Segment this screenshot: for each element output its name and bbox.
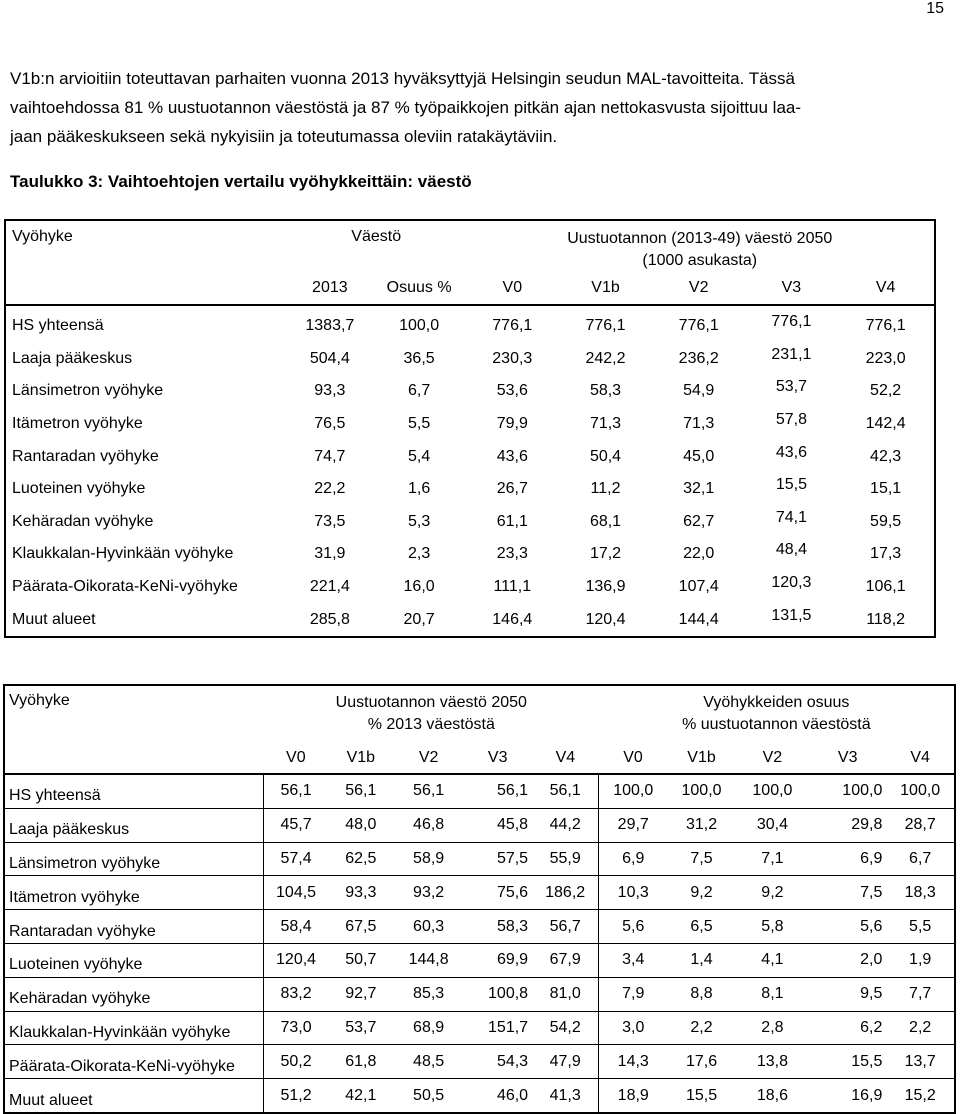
table-row: [5, 506, 935, 539]
value-cell: 22,2: [314, 480, 346, 498]
value-cell: 93,3: [328, 876, 394, 910]
value-cell: 14,3: [599, 1045, 668, 1079]
value-cell: 50,5: [394, 1079, 463, 1113]
value-cell: 136,9: [585, 578, 626, 596]
value-cell: 50,7: [328, 943, 394, 977]
table-row: [4, 910, 955, 944]
value-text: 776,1: [771, 313, 812, 331]
table-caption: Taulukko 3: Vaihtoehtojen vertailu vyöhykkeittäin: väestö: [10, 172, 472, 191]
value-cell: 75,6: [463, 876, 532, 910]
value-cell: 58,3: [589, 382, 622, 400]
value-cell: 56,1: [264, 774, 328, 808]
intro-paragraph: [10, 64, 945, 151]
value-cell: 85,3: [394, 977, 463, 1011]
value-cell: 100,0: [667, 774, 736, 808]
value-cell: 100,0: [399, 317, 440, 335]
population-table: [4, 219, 936, 638]
value-cell: 13,8: [736, 1045, 809, 1079]
value-cell: 8,8: [667, 977, 736, 1011]
value-cell: 71,3: [683, 415, 715, 433]
value-cell: 285,8: [309, 610, 350, 628]
value-cell: 2,2: [667, 1011, 736, 1045]
value-cell: 31,2: [667, 808, 736, 842]
value-cell: 53,7: [328, 1011, 394, 1045]
subheader-v1b: V1b: [346, 748, 376, 766]
value-cell: 92,7: [328, 977, 394, 1011]
value-cell: 56,1: [394, 774, 463, 808]
column-header-zone-share: [599, 685, 955, 742]
value-cell: 111,1: [493, 578, 532, 596]
table-row: [4, 977, 955, 1011]
value-cell: [746, 440, 838, 473]
value-cell: 13,7: [886, 1045, 955, 1079]
value-cell: 46,8: [394, 808, 463, 842]
value-text: 74,1: [775, 508, 807, 526]
value-cell: 17,3: [870, 545, 902, 563]
value-cell: 2,3: [407, 545, 431, 563]
table-row: [4, 943, 955, 977]
value-cell: 79,9: [496, 415, 528, 433]
table-row: [5, 571, 935, 604]
value-cell: 42,1: [328, 1079, 394, 1113]
value-cell: 186,2: [532, 876, 599, 910]
value-cell: 61,8: [328, 1045, 394, 1079]
value-cell: 1383,7: [305, 317, 355, 335]
value-cell: 18,9: [599, 1079, 668, 1113]
value-cell: 42,3: [870, 447, 902, 465]
value-cell: 104,5: [264, 876, 328, 910]
value-cell: 7,9: [599, 977, 668, 1011]
zone-name-cell: [4, 808, 264, 842]
value-cell: 230,3: [492, 349, 533, 367]
zone-name-cell: Klaukkalan-Hyvinkään vyöhyke: [12, 545, 234, 563]
value-cell: 83,2: [264, 977, 328, 1011]
zone-name-cell: [4, 910, 264, 944]
header-line: % 2013 väestöstä: [367, 716, 495, 733]
value-cell: 6,9: [809, 842, 886, 876]
value-cell: 57,5: [463, 842, 532, 876]
value-cell: 67,9: [532, 943, 599, 977]
value-cell: 10,3: [599, 876, 668, 910]
value-text: 48,4: [775, 541, 807, 559]
value-cell: 18,6: [736, 1079, 809, 1113]
zone-name-text: Itämetron vyöhyke: [9, 888, 140, 906]
value-cell: 51,2: [264, 1079, 328, 1113]
value-cell: 48,5: [394, 1045, 463, 1079]
subheader-v3: V3: [487, 748, 508, 766]
value-cell: 93,2: [394, 876, 463, 910]
zone-name-text: Rantaradan vyöhyke: [9, 922, 156, 940]
value-cell: 29,7: [599, 808, 668, 842]
value-cell: 28,7: [886, 808, 955, 842]
value-cell: 100,8: [463, 977, 532, 1011]
table-row: [5, 343, 935, 376]
value-cell: 3,0: [599, 1011, 668, 1045]
value-cell: [746, 305, 838, 343]
value-cell: 6,7: [886, 842, 955, 876]
zone-name-cell: Kehäradan vyöhyke: [12, 512, 154, 530]
value-cell: 56,1: [463, 774, 532, 808]
zone-name-text: HS yhteensä: [9, 787, 101, 805]
table-row: [5, 603, 935, 637]
value-cell: 58,4: [264, 910, 328, 944]
value-cell: 106,1: [865, 578, 906, 596]
paragraph-line: vaihtoehdossa 81 % uustuotannon väestöstä ja 87 % työpaikkojen pitkän ajan nettokasvusta sijoittuu laa-: [10, 98, 802, 117]
table-header-row: [4, 685, 955, 742]
value-cell: 120,4: [585, 610, 626, 628]
value-cell: 36,5: [403, 349, 435, 367]
value-cell: 52,2: [870, 382, 902, 400]
column-header-zone: Vyöhyke: [9, 692, 70, 709]
value-cell: 59,5: [870, 512, 902, 530]
value-cell: 5,8: [736, 910, 809, 944]
value-cell: 9,2: [667, 876, 736, 910]
value-cell: [746, 375, 838, 408]
header-line: Uustuotannon (2013-49) väestö 2050: [567, 230, 833, 247]
value-cell: [746, 571, 838, 604]
table-row: [5, 440, 935, 473]
value-cell: 55,9: [532, 842, 599, 876]
value-cell: 74,7: [314, 447, 346, 465]
zone-name-cell: [4, 977, 264, 1011]
value-cell: 151,7: [463, 1011, 532, 1045]
value-cell: 776,1: [492, 317, 533, 335]
value-cell: 242,2: [585, 349, 626, 367]
value-cell: 53,6: [496, 382, 528, 400]
value-cell: 1,9: [886, 943, 955, 977]
value-cell: 61,1: [496, 512, 528, 530]
subheader-v0: V0: [502, 279, 523, 296]
table-row: [5, 473, 935, 506]
value-cell: 26,7: [496, 480, 528, 498]
value-cell: 100,0: [886, 774, 955, 808]
value-cell: 44,2: [532, 808, 599, 842]
subheader-v0: V0: [623, 748, 643, 766]
value-cell: 3,4: [599, 943, 668, 977]
subheader-v4: V4: [875, 279, 896, 296]
value-cell: 2,8: [736, 1011, 809, 1045]
population-share-table: [3, 684, 956, 1114]
value-cell: 15,5: [809, 1045, 886, 1079]
zone-name-text: Klaukkalan-Hyvinkään vyöhyke: [9, 1023, 231, 1041]
value-cell: 62,5: [328, 842, 394, 876]
table-row: [5, 305, 935, 343]
column-header-new-population: [465, 220, 935, 272]
value-text: 231,1: [771, 345, 812, 363]
paragraph-line: jaan pääkeskukseen sekä nykyisiin ja toteutumassa oleviin ratakäytäviin.: [10, 127, 558, 146]
value-cell: 15,1: [870, 480, 902, 498]
value-cell: 776,1: [865, 317, 906, 335]
table-subheader-row: [4, 742, 955, 774]
value-cell: 54,2: [532, 1011, 599, 1045]
value-cell: 5,6: [599, 910, 668, 944]
value-cell: 7,5: [809, 876, 886, 910]
zone-name-cell: [4, 943, 264, 977]
zone-name-cell: Luoteinen vyöhyke: [12, 480, 146, 498]
value-cell: 32,1: [683, 480, 715, 498]
header-line: (1000 asukasta): [642, 252, 758, 269]
zone-name-text: Länsimetron vyöhyke: [9, 854, 161, 872]
value-cell: 68,9: [394, 1011, 463, 1045]
empty-cell: [4, 742, 264, 774]
table-row: [4, 876, 955, 910]
zone-name-text: Luoteinen vyöhyke: [9, 956, 143, 974]
value-text: 53,7: [775, 378, 807, 396]
zone-name-cell: Länsimetron vyöhyke: [12, 382, 164, 400]
value-cell: [746, 343, 838, 376]
value-cell: 7,1: [736, 842, 809, 876]
subheader-2013: 2013: [312, 279, 348, 296]
value-cell: 68,1: [589, 512, 622, 530]
zone-name-cell: [4, 842, 264, 876]
table-row: [5, 538, 935, 571]
table-row: [4, 1045, 955, 1079]
value-cell: 60,3: [394, 910, 463, 944]
value-text: 57,8: [775, 411, 807, 429]
column-header-population: Väestö: [351, 228, 402, 245]
value-cell: 31,9: [314, 545, 346, 563]
value-cell: 107,4: [678, 578, 719, 596]
value-cell: 5,5: [886, 910, 955, 944]
value-cell: 221,4: [309, 578, 350, 596]
value-text: 15,5: [775, 476, 807, 494]
value-cell: 43,6: [496, 447, 528, 465]
subheader-v1b: V1b: [591, 279, 620, 296]
value-cell: 73,5: [314, 512, 346, 530]
zone-name-cell: [4, 1045, 264, 1079]
value-cell: 56,1: [532, 774, 599, 808]
value-cell: [746, 506, 838, 539]
value-cell: 5,5: [407, 415, 431, 433]
value-cell: 144,4: [678, 610, 719, 628]
value-cell: 56,1: [328, 774, 394, 808]
value-cell: 57,4: [264, 842, 328, 876]
value-cell: 776,1: [585, 317, 626, 335]
value-cell: 81,0: [532, 977, 599, 1011]
zone-name-cell: [4, 876, 264, 910]
zone-name-cell: Laaja pääkeskus: [12, 349, 133, 367]
value-cell: 17,6: [667, 1045, 736, 1079]
value-cell: 8,1: [736, 977, 809, 1011]
subheader-v0: V0: [286, 748, 306, 766]
value-cell: 20,7: [403, 610, 435, 628]
value-text: 131,5: [771, 606, 812, 624]
subheader-v2: V2: [688, 279, 709, 296]
subheader-v4: V4: [555, 748, 576, 766]
table-row: [4, 774, 955, 808]
value-cell: 1,6: [407, 480, 431, 498]
value-cell: 5,4: [407, 447, 431, 465]
value-cell: 236,2: [678, 349, 719, 367]
value-cell: 6,5: [667, 910, 736, 944]
zone-name-cell: Muut alueet: [12, 610, 96, 628]
value-cell: 22,0: [683, 545, 715, 563]
value-cell: 16,9: [809, 1079, 886, 1113]
value-cell: [746, 473, 838, 506]
zone-name-text: Kehäradan vyöhyke: [9, 990, 151, 1008]
table-row: [5, 408, 935, 441]
value-cell: 7,7: [886, 977, 955, 1011]
value-cell: 6,9: [599, 842, 668, 876]
zone-name-cell: HS yhteensä: [12, 317, 104, 335]
value-cell: 120,4: [264, 943, 328, 977]
zone-name-text: Muut alueet: [9, 1091, 93, 1109]
value-cell: 9,5: [809, 977, 886, 1011]
value-cell: 41,3: [532, 1079, 599, 1113]
value-cell: 2,2: [886, 1011, 955, 1045]
zone-name-cell: [4, 1079, 264, 1113]
table-row: [4, 1079, 955, 1113]
zone-name-cell: [4, 774, 264, 808]
subheader-v3: V3: [837, 748, 858, 766]
value-cell: 6,7: [407, 382, 431, 400]
table-row: [4, 842, 955, 876]
value-cell: 47,9: [532, 1045, 599, 1079]
value-cell: [746, 408, 838, 441]
value-cell: 100,0: [809, 774, 886, 808]
subheader-v1b: V1b: [687, 748, 716, 766]
value-cell: 1,4: [667, 943, 736, 977]
value-cell: 71,3: [589, 415, 622, 433]
zone-name-cell: [4, 1011, 264, 1045]
value-cell: 45,0: [683, 447, 715, 465]
header-line: Uustuotannon väestö 2050: [335, 694, 527, 711]
table-row: [4, 1011, 955, 1045]
value-cell: 223,0: [865, 349, 906, 367]
value-cell: 54,3: [463, 1045, 532, 1079]
value-cell: 5,6: [809, 910, 886, 944]
column-header-zone: Vyöhyke: [12, 228, 73, 245]
paragraph-line: V1b:n arvioitiin toteuttavan parhaiten vuonna 2013 hyväksyttyjä Helsingin seudun MAL-tavoitteita. Tässä: [10, 69, 795, 88]
value-cell: 69,9: [463, 943, 532, 977]
header-line: % uustuotannon väestöstä: [682, 716, 871, 733]
value-cell: 4,1: [736, 943, 809, 977]
zone-name-text: Laaja pääkeskus: [9, 821, 130, 839]
subheader-v4: V4: [910, 748, 930, 766]
value-cell: 45,8: [463, 808, 532, 842]
table-row: [4, 808, 955, 842]
value-cell: 93,3: [314, 382, 346, 400]
value-text: 120,3: [771, 574, 812, 592]
value-cell: [746, 538, 838, 571]
value-cell: 15,5: [667, 1079, 736, 1113]
value-cell: 11,2: [590, 480, 621, 498]
value-cell: 5,3: [407, 512, 431, 530]
value-cell: 30,4: [736, 808, 809, 842]
value-cell: 46,0: [463, 1079, 532, 1113]
value-cell: 2,0: [809, 943, 886, 977]
value-cell: 48,0: [328, 808, 394, 842]
value-cell: 100,0: [599, 774, 668, 808]
value-cell: 7,5: [667, 842, 736, 876]
column-header-new-pop-pct: [264, 685, 599, 742]
value-cell: 16,0: [403, 578, 435, 596]
zone-name-text: Päärata-Oikorata-KeNi-vyöhyke: [9, 1057, 235, 1075]
subheader-v2: V2: [418, 748, 439, 766]
value-cell: 23,3: [496, 545, 528, 563]
value-cell: 144,8: [394, 943, 463, 977]
value-cell: 100,0: [736, 774, 809, 808]
subheader-v2: V2: [762, 748, 783, 766]
value-cell: 6,2: [809, 1011, 886, 1045]
zone-name-cell: Rantaradan vyöhyke: [12, 447, 159, 465]
value-cell: 118,2: [866, 610, 906, 628]
value-cell: 73,0: [264, 1011, 328, 1045]
zone-name-cell: Itämetron vyöhyke: [12, 415, 143, 433]
value-cell: 45,7: [264, 808, 328, 842]
value-cell: 56,7: [532, 910, 599, 944]
value-cell: 58,9: [394, 842, 463, 876]
table-header-row: [5, 220, 935, 272]
value-cell: 18,3: [886, 876, 955, 910]
value-cell: 146,4: [492, 610, 533, 628]
value-cell: 504,4: [309, 349, 350, 367]
empty-cell: [5, 272, 287, 305]
value-cell: 54,9: [683, 382, 715, 400]
zone-name-cell: Päärata-Oikorata-KeNi-vyöhyke: [12, 578, 238, 596]
value-cell: [746, 603, 838, 637]
value-cell: 15,2: [886, 1079, 955, 1113]
header-line: Vyöhykkeiden osuus: [703, 694, 850, 711]
table-row: [5, 375, 935, 408]
value-cell: 67,5: [328, 910, 394, 944]
value-cell: 76,5: [314, 415, 346, 433]
table-subheader-row: [5, 272, 935, 305]
value-cell: 62,7: [683, 512, 715, 530]
value-cell: 29,8: [809, 808, 886, 842]
page-number: 15: [926, 0, 944, 17]
value-cell: 142,4: [865, 415, 906, 433]
value-cell: 50,4: [589, 447, 622, 465]
value-cell: 58,3: [463, 910, 532, 944]
value-cell: 776,1: [678, 317, 719, 335]
value-text: 43,6: [775, 443, 807, 461]
value-cell: 17,2: [589, 545, 622, 563]
value-cell: 50,2: [264, 1045, 328, 1079]
value-cell: 9,2: [736, 876, 809, 910]
subheader-v3: V3: [781, 279, 802, 296]
subheader-share: Osuus %: [386, 279, 452, 296]
